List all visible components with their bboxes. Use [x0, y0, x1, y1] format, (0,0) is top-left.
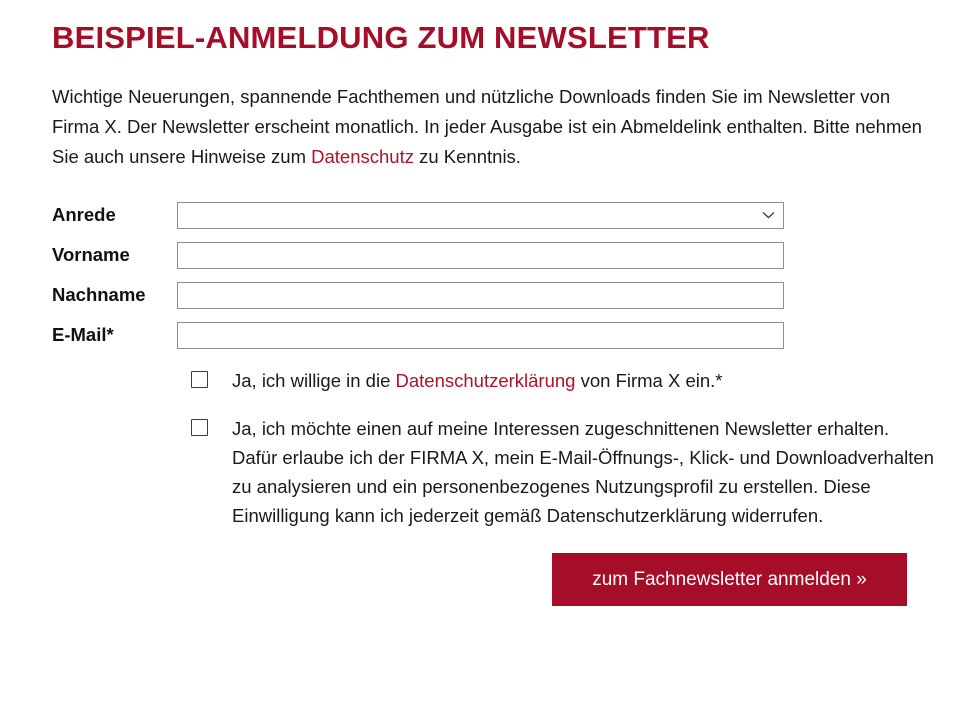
consent-group — [177, 367, 937, 531]
profiling-consent-checkbox[interactable] — [191, 419, 208, 436]
form-row-email — [52, 322, 924, 349]
email-input[interactable] — [177, 322, 784, 349]
form-row-anrede — [52, 202, 924, 229]
privacy-consent-text-part1: Ja, ich willige in die — [232, 369, 396, 391]
submit-button[interactable]: zum Fachnewsletter anmelden » — [552, 553, 907, 606]
privacy-consent-label — [232, 367, 723, 396]
consent-row-profiling — [177, 415, 937, 530]
form-row-nachname — [52, 282, 924, 309]
page-title: BEISPIEL-ANMELDUNG ZUM NEWSLETTER — [52, 20, 710, 55]
privacy-link-intro[interactable]: Datenschutz — [311, 145, 414, 167]
signup-form — [52, 202, 934, 606]
intro-text-part2: zu Kenntnis. — [413, 145, 521, 167]
salutation-select[interactable] — [177, 202, 784, 229]
firstname-input[interactable] — [177, 242, 784, 269]
label-nachname: Nachname — [52, 284, 146, 306]
profiling-consent-label: Ja, ich möchte einen auf meine Interessen zugeschnittenen Newsletter erhalten. Dafür erlaube ich der FIRMA X, mein E-Mail-Öffnungs-, Klick- und Downloadverhalten zu analysieren und ein personenbezogenes Nutzungsprofil zu erstellen. Diese Einwilligung kann ich jederzeit gemäß Datenschutzerklärung widerrufen. — [232, 418, 934, 526]
intro-text-part1: Wichtige Neuerungen, spannende Fachthemen und nützliche Downloads finden Sie im Newsletter von Firma X. Der Newsletter erscheint monatlich. In jeder Ausgabe ist ein Abmeldelink enthalten. Bitte nehmen Sie auch unsere Hinweise zum — [52, 85, 922, 167]
label-vorname: Vorname — [52, 244, 130, 266]
label-email: E-Mail* — [52, 324, 114, 346]
privacy-policy-link[interactable]: Datenschutzerklärung — [395, 369, 576, 391]
privacy-consent-checkbox[interactable] — [191, 371, 208, 388]
intro-paragraph — [52, 82, 924, 172]
form-row-vorname — [52, 242, 924, 269]
privacy-consent-text-part2: von Firma X ein.* — [575, 369, 723, 391]
label-anrede: Anrede — [52, 204, 116, 226]
lastname-input[interactable] — [177, 282, 784, 309]
consent-row-privacy — [177, 367, 937, 396]
submit-row — [52, 553, 924, 606]
salutation-select-wrapper — [177, 202, 784, 229]
